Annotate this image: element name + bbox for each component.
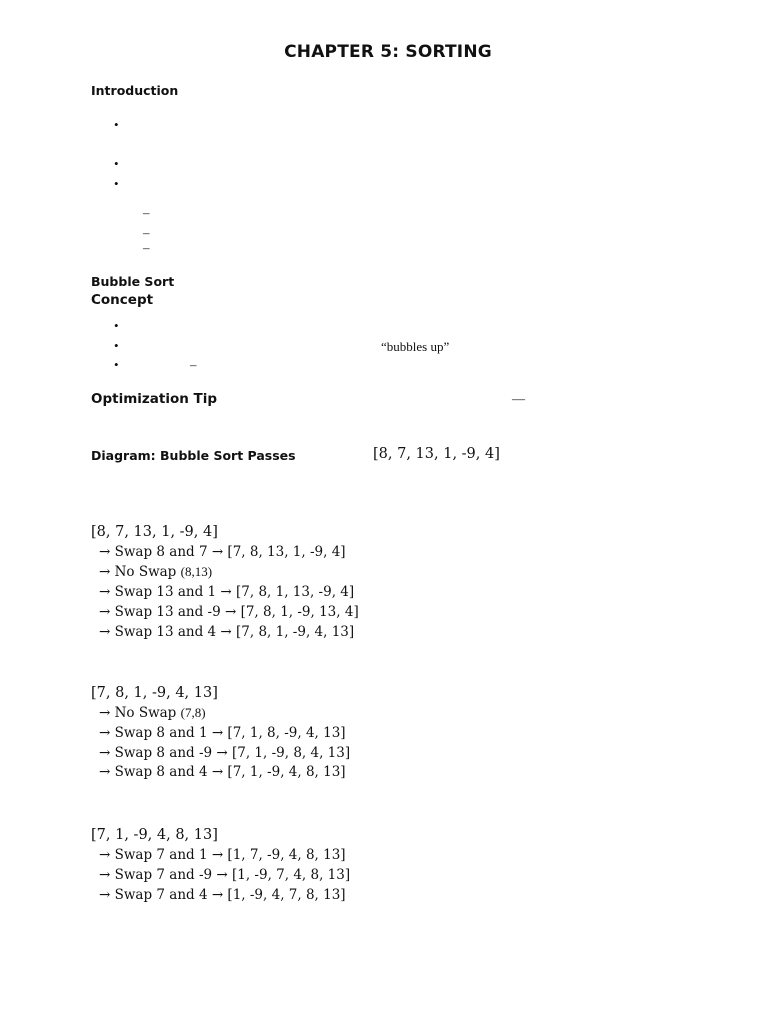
optimization-dash: — xyxy=(512,391,525,406)
concept-bullet: • xyxy=(114,338,119,353)
intro-bullet: • xyxy=(114,176,119,191)
bubble-sort-heading: Bubble Sort xyxy=(91,274,175,289)
pass-start-array: [7, 8, 1, -9, 4, 13] xyxy=(91,685,218,701)
pass-step: → Swap 8 and 1 → [7, 1, 8, -9, 4, 13] xyxy=(99,725,346,741)
bubbles-up-quote: “bubbles up” xyxy=(381,339,450,354)
intro-bullet: • xyxy=(114,156,119,171)
pass-step-note: (8,13) xyxy=(180,564,213,579)
pass-step: → Swap 7 and 4 → [1, -9, 4, 7, 8, 13] xyxy=(99,887,346,903)
pass-step: → Swap 13 and 1 → [7, 8, 1, 13, -9, 4] xyxy=(99,584,355,600)
pass-step xyxy=(99,705,206,721)
optimization-tip-heading: Optimization Tip xyxy=(91,391,218,407)
concept-dash: – xyxy=(190,357,197,372)
pass-step: → Swap 7 and 1 → [1, 7, -9, 4, 8, 13] xyxy=(99,847,346,863)
diagram-heading: Diagram: Bubble Sort Passes xyxy=(91,448,296,463)
pass-step: → Swap 8 and -9 → [7, 1, -9, 8, 4, 13] xyxy=(99,745,351,761)
diagram-array: [8, 7, 13, 1, -9, 4] xyxy=(373,446,500,462)
pass-step xyxy=(99,564,212,580)
pass-step: → Swap 13 and 4 → [7, 8, 1, -9, 4, 13] xyxy=(99,624,355,640)
pass-start-array: [8, 7, 13, 1, -9, 4] xyxy=(91,524,218,540)
pass-step: → Swap 13 and -9 → [7, 8, 1, -9, 13, 4] xyxy=(99,604,359,620)
intro-dash: – xyxy=(143,205,150,220)
pass-step: → Swap 8 and 4 → [7, 1, -9, 4, 8, 13] xyxy=(99,764,346,780)
pass-start-array: [7, 1, -9, 4, 8, 13] xyxy=(91,827,218,843)
intro-dash: – xyxy=(143,225,150,240)
pass-step: → Swap 8 and 7 → [7, 8, 13, 1, -9, 4] xyxy=(99,544,346,560)
intro-dash: – xyxy=(143,240,150,255)
introduction-heading: Introduction xyxy=(91,83,179,98)
pass-step: → Swap 7 and -9 → [1, -9, 7, 4, 8, 13] xyxy=(99,867,351,883)
pass-step-note: (7,8) xyxy=(180,705,206,720)
pass-step-text: → No Swap xyxy=(99,705,181,721)
page-title: CHAPTER 5: SORTING xyxy=(284,42,492,62)
concept-bullet: • xyxy=(114,357,119,372)
intro-bullet: • xyxy=(114,117,119,132)
concept-bullet: • xyxy=(114,318,119,333)
pass-step-text: → No Swap xyxy=(99,564,181,580)
concept-heading: Concept xyxy=(91,292,154,308)
